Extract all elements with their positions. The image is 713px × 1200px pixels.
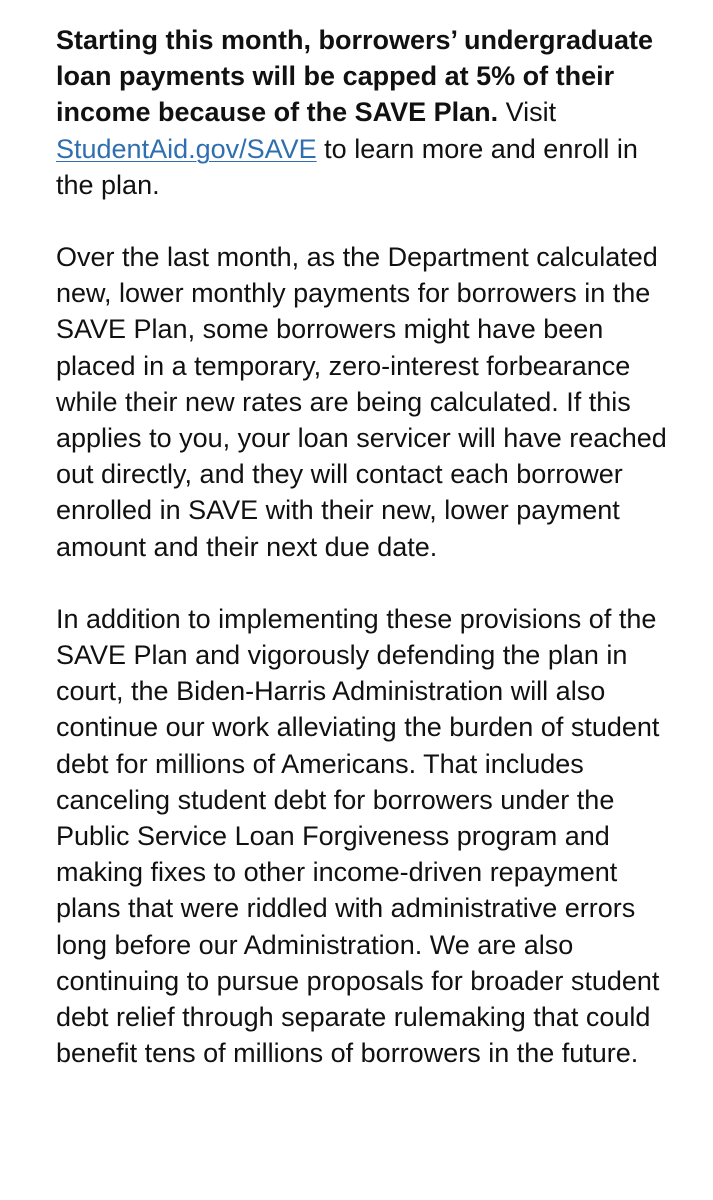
intro-trailing-text: to learn more and enroll in the plan. xyxy=(56,133,638,200)
studentaid-save-link[interactable]: StudentAid.gov/SAVE xyxy=(56,133,317,164)
document-body xyxy=(56,22,676,1107)
intro-paragraph xyxy=(56,22,676,203)
intro-visit-text: Visit xyxy=(498,97,557,128)
administration-paragraph: In addition to implementing these provisions of the SAVE Plan and vigorously defending the plan in court, the Biden-Harris Administration will also continue our work alleviating the burden of student debt for millions of Americans. That includes canceling student debt for borrowers under the Public Service Loan Forgiveness program and making fixes to other income-driven repayment plans that were riddled with administrative errors long before our Administration. We are also continuing to pursue proposals for broader student debt relief through separate rulemaking that could benefit tens of millions of borrowers in the future. xyxy=(56,603,660,1069)
intro-bold-text: Starting this month, borrowers’ undergraduate loan payments will be capped at 5% of their income because of the SAVE Plan. xyxy=(56,25,654,128)
forbearance-paragraph: Over the last month, as the Department calculated new, lower monthly payments for borrowers in the SAVE Plan, some borrowers might have been placed in a temporary, zero-interest forbearance while their new rates are being calculated. If this applies to you, your loan servicer will have reached out directly, and they will contact each borrower enrolled in SAVE with their new, lower payment amount and their next due date. xyxy=(56,242,667,562)
